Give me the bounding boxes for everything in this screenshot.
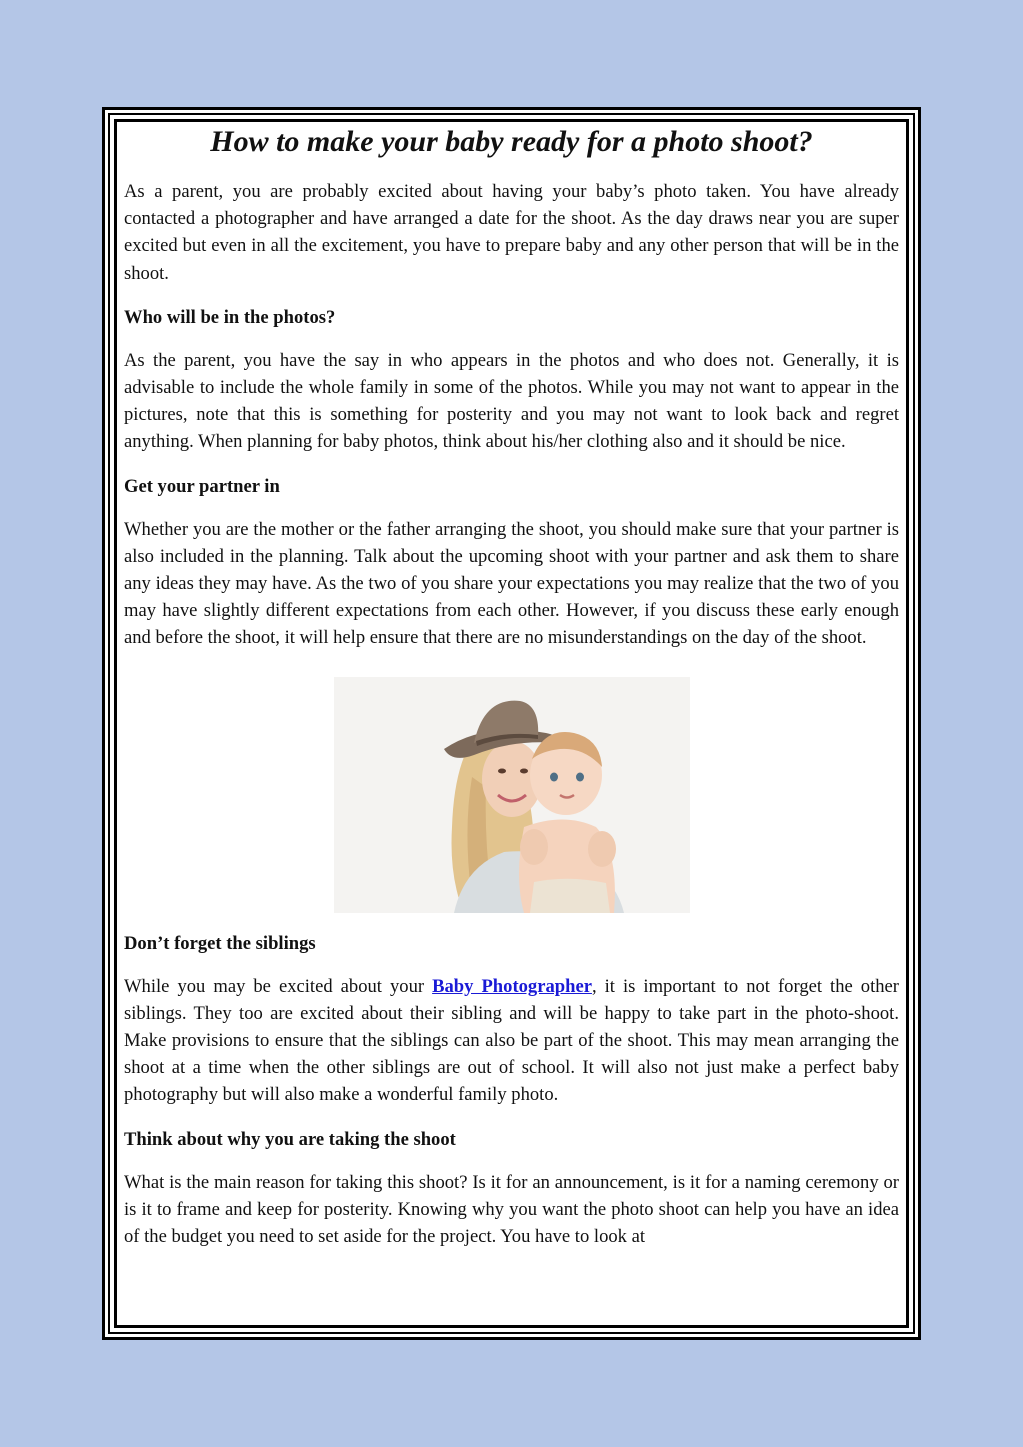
article-content bbox=[124, 122, 899, 1326]
siblings-text-before-link: While you may be excited about your bbox=[124, 975, 433, 997]
intro-paragraph: As a parent, you are probably excited about having your baby’s photo taken. You have already contacted a photographer and have arranged a date for the shoot. As the day draws near you are super excited but even in all the excitement, you have to prepare baby and any other person that will be in the shoot. bbox=[124, 181, 899, 284]
section-body-partner: Whether you are the mother or the father arranging the shoot, you should make sure that your partner is also included in the planning. Talk about the upcoming shoot with your partner and ask them to share any ideas they may have. As the two of you share your expectations you may realize that the two of you may have slightly different expectations from each other. However, if you discuss these early enough and before the shoot, it will help ensure that there are no misunderstandings on the day of the shoot. bbox=[124, 518, 899, 649]
siblings-text-after-link: , it is important to not forget the other siblings. They too are excited about their sibling and will be happy to take part in the photo-shoot. Make provisions to ensure that the siblings can also be part of the shoot. This may mean arranging the shoot at a time when the other siblings are out of school. It will also not just make a perfect baby photography but will also make a wonderful family photo. bbox=[124, 975, 899, 1106]
baby-photographer-link[interactable]: Baby Photographer bbox=[432, 975, 592, 997]
section-heading-siblings: Don’t forget the siblings bbox=[124, 932, 316, 954]
section-body-siblings bbox=[124, 973, 899, 1109]
section-body-reason: What is the main reason for taking this shoot? Is it for an announcement, is it for a naming ceremony or is it to frame and keep for posterity. Knowing why you want the photo shoot can help you have an idea of the budget you need to set aside for the project. You have to look at bbox=[124, 1171, 899, 1248]
section-heading-reason: Think about why you are taking the shoot bbox=[124, 1128, 456, 1150]
mother-and-baby-illustration bbox=[334, 677, 690, 913]
section-heading-partner: Get your partner in bbox=[124, 475, 280, 497]
mother-and-baby-photo bbox=[334, 677, 690, 913]
article-title: How to make your baby ready for a photo shoot? bbox=[210, 125, 813, 158]
section-body-photos: As the parent, you have the say in who appears in the photos and who does not. Generally, it is advisable to include the whole family in some of the photos. While you may not want to appear in the pictures, note that this is something for posterity and you may not want to look back and regret anything. When planning for baby photos, think about his/her clothing also and it should be nice. bbox=[124, 349, 899, 453]
section-heading-photos: Who will be in the photos? bbox=[124, 306, 336, 328]
